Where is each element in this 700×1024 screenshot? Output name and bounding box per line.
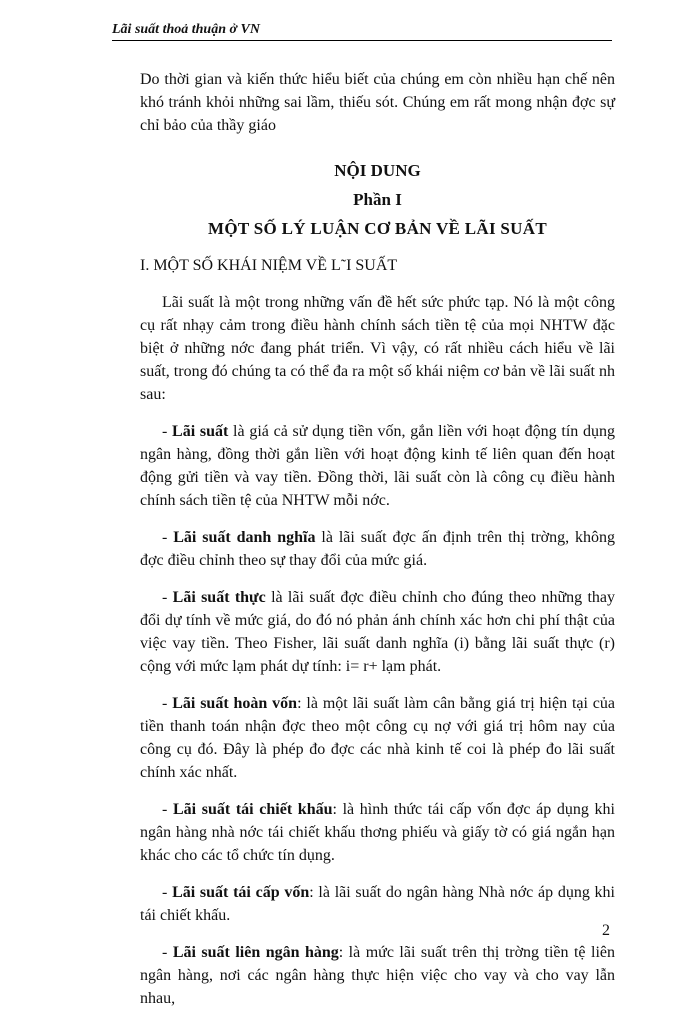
- definition-term: Lãi suất liên ngân hàng: [172, 944, 339, 961]
- definition-prefix: -: [162, 695, 173, 712]
- intro-paragraph: Do thời gian và kiến thức hiểu biết của chúng em còn nhiều hạn chế nên khó tránh khỏi những sai lầm, thiếu sót. Chúng em rất mong nhận đợc sự chỉ bảo của thầy giáo: [140, 71, 615, 134]
- definition-term: Lãi suất: [172, 423, 229, 440]
- definition-term: Lãi suất tái chiết khấu: [172, 801, 333, 818]
- definition-item: [140, 881, 615, 927]
- definition-text: là lãi suất đợc ấn định trên thị trờng, không đợc điều chỉnh theo sự thay đổi của mức giá.: [140, 529, 616, 569]
- definition-item: [140, 420, 615, 512]
- definition-prefix: -: [162, 944, 173, 961]
- definition-term: Lãi suất tái cấp vốn: [172, 884, 310, 901]
- heading-noi-dung: NỘI DUNG: [334, 161, 421, 180]
- definition-prefix: -: [162, 801, 173, 818]
- definition-text: : là hình thức tái cấp vốn đợc áp dụng khi ngân hàng nhà nớc tái chiết khấu thơng phiếu và giấy tờ có giá ngắn hạn khác cho các tổ chức tín dụng.: [140, 801, 615, 864]
- paragraph-overview: Lãi suất là một trong những vấn đề hết sức phức tạp. Nó là một công cụ rất nhạy cảm trong điều hành chính sách tiền tệ của mọi NHTW đặc biệt ở những nớc đang phát triển. Vì vậy, có rất nhiều cách hiểu về lãi suất, trong đó chúng ta có thể đa ra một số khái niệm cơ bản về lãi suất nh sau:: [140, 294, 615, 403]
- definition-term: Lãi suất hoàn vốn: [172, 695, 298, 712]
- running-header: Lãi suất thoả thuận ở VN: [112, 22, 612, 41]
- definition-text: : là lãi suất do ngân hàng Nhà nớc áp dụng khi tái chiết khấu.: [140, 884, 615, 924]
- definition-prefix: -: [162, 423, 173, 440]
- page-number: 2: [602, 922, 610, 939]
- section-heading: I. MỘT SỐ KHÁI NIỆM VỀ L˜I SUẤT: [140, 257, 398, 274]
- definition-text: là lãi suất đợc điều chỉnh cho đúng theo những thay đổi dự tính về mức giá, do đó nó phản ánh chính xác hơn chi phí thật của việc vay tiền. Theo Fisher, lãi suất danh nghĩa (i) bằng lãi suất thực (r) cộng với mức lạm phát dự tính: i= r+ lạm phát.: [140, 589, 616, 675]
- definition-text: : là mức lãi suất trên thị trờng tiền tệ liên ngân hàng, nơi các ngân hàng thực hiện việc cho vay và cho vay lẫn nhau,: [140, 944, 616, 1007]
- definition-item: [140, 526, 615, 572]
- definition-item: [140, 798, 615, 867]
- definition-item: [140, 586, 615, 678]
- definition-prefix: -: [162, 884, 173, 901]
- definition-text: : là một lãi suất làm cân bằng giá trị hiện tại của tiền thanh toán nhận đợc theo một công cụ nợ với giá trị hôm nay của công cụ đó. Đây là phép đo đợc các nhà kinh tế coi là phép đo lãi suất chính xác nhất.: [140, 695, 616, 781]
- definition-prefix: -: [162, 529, 174, 546]
- definition-term: Lãi suất danh nghĩa: [173, 529, 316, 546]
- definition-item: [140, 692, 615, 784]
- definition-prefix: -: [162, 589, 173, 606]
- definition-term: Lãi suất thực: [172, 589, 266, 606]
- chapter-title: MỘT SỐ LÝ LUẬN CƠ BẢN VỀ LÃI SUẤT: [208, 219, 547, 238]
- definition-text: là giá cả sử dụng tiền vốn, gắn liền với hoạt động tín dụng ngân hàng, đồng thời gắn liền với hoạt động kinh tế liên quan đến hoạt động gửi tiền và vay tiền. Đồng thời, lãi suất còn là công cụ điều hành chính sách tiền tệ của NHTW mỗi nớc.: [140, 423, 616, 509]
- page-body: [140, 68, 615, 1024]
- definition-item: [140, 941, 615, 1010]
- heading-part: Phần I: [353, 190, 402, 209]
